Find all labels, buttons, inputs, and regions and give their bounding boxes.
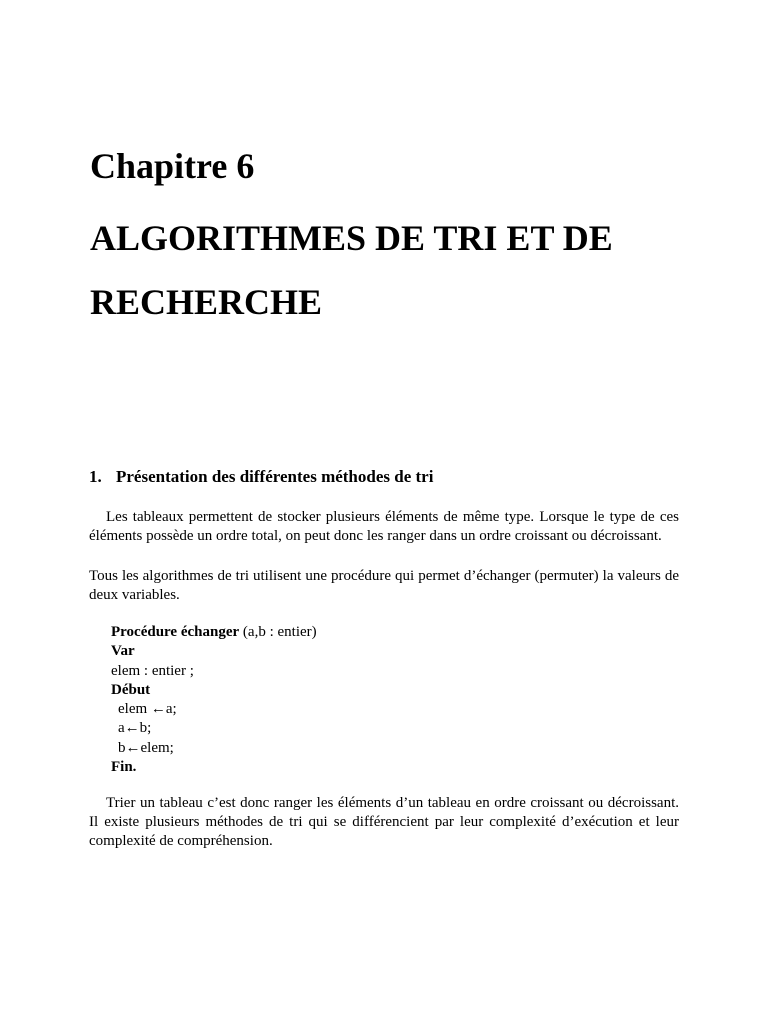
end-keyword: Fin. [111, 759, 137, 776]
intro-paragraph-text: Les tableaux permettent de stocker plusieurs éléments de même type. Lorsque le type de ces éléments possède un ordre total, on peut donc les ranger dans un ordre croissant ou décroissant. [89, 509, 679, 544]
statement-line: b←elem; [118, 739, 174, 756]
sorting-paragraph-text: Trier un tableau c’est donc ranger les éléments d’un tableau en ordre croissant ou décroissant. Il existe plusieurs méthodes de tri qui se différencient par leur complexité d’exécution et leur complexité de compréhension. [89, 795, 679, 849]
begin-keyword: Début [111, 681, 151, 698]
statement-line: elem ←a; [118, 701, 177, 718]
swap-paragraph: Tous les algorithmes de tri utilisent une procédure qui permet d’échanger (permuter) la valeurs de deux variables. [89, 568, 679, 603]
section-title: Présentation des différentes méthodes de tri [116, 467, 434, 486]
sorting-paragraph [89, 794, 679, 851]
chapter-title: ALGORITHMES DE TRI ET DE RECHERCHE [90, 218, 613, 322]
procedure-params: (a,b : entier) [239, 624, 317, 640]
statement-line: a←b; [118, 720, 152, 737]
intro-paragraph [89, 508, 679, 546]
procedure-keyword: Procédure échanger [111, 624, 240, 640]
chapter-number: Chapitre 6 [90, 146, 255, 186]
var-keyword: Var [111, 643, 135, 660]
section-heading [89, 466, 433, 488]
section-number: 1. [89, 467, 102, 486]
swap-procedure-code [111, 623, 317, 777]
variable-declaration: elem : entier ; [111, 662, 194, 679]
procedure-header [111, 623, 317, 642]
